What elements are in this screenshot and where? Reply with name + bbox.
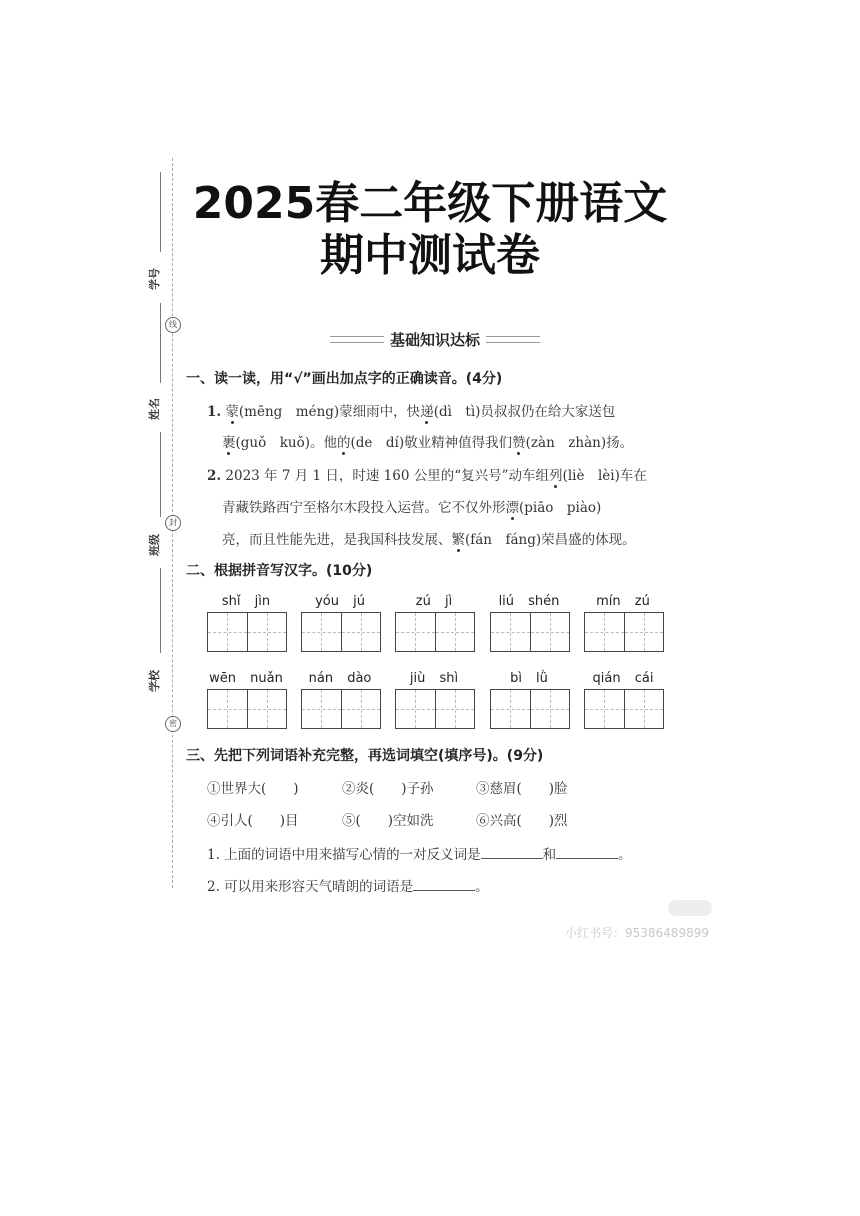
idiom-item: ③慈眉( )脸 [476,781,568,797]
q1-line1 [207,400,615,420]
pinyin-label: liú shén [498,594,560,609]
q2-line1-text-a: 2023 年 7 月 1 日，时速 160 公里的“复兴号”动车组 [225,468,550,484]
class-line [160,432,161,517]
dotted-char: 漂 [505,500,519,516]
dotted-char: 裹 [222,435,236,451]
watermark-logo [668,900,712,916]
idiom-item: ④引人( )目 [207,813,299,829]
q1-line1-text-b: (dì tì)员叔叔仍在给大家送包 [433,404,616,420]
name-label: 姓名 [148,398,161,420]
q2-line2-text-b: (piāo piào) [519,500,602,516]
school-line [160,568,161,653]
writing-grid[interactable] [584,612,664,652]
dotted-char: 列 [549,468,563,484]
q1-line1-text-a: (mēng méng)蒙细雨中，快 [238,404,421,420]
q2-line1 [207,464,647,484]
seal-marker-secret: 密 [165,716,181,732]
writing-grid[interactable] [490,612,570,652]
answer-blank[interactable] [556,858,618,859]
q2-line1-text-b: (liè lèi)车在 [562,468,647,484]
idiom-item: ⑥兴高( )烈 [476,813,568,829]
seal-marker-seal: 封 [165,515,181,531]
pinyin-label: qián cái [592,671,654,686]
writing-grid[interactable] [207,689,287,729]
pinyin-label: yóu jú [315,594,365,609]
section3-q1-end: 。 [618,847,632,863]
answer-blank[interactable] [481,858,543,859]
school-label: 学校 [148,670,161,692]
q2-line2-text-a: 青藏铁路西宁至格尔木段投入运营。它不仅外形 [222,500,506,516]
dotted-char: 赞 [512,435,526,451]
page-title-line2: 期中测试卷 [320,230,540,281]
section2-heading: 二、根据拼音写汉字。(10分) [186,563,373,579]
q2-line3 [222,528,636,548]
q1-line2 [222,431,633,451]
student-number-label: 学号 [148,268,161,290]
q2-line3-text-a: 亮，而且性能先进，是我国科技发展、 [222,532,452,548]
idiom-item: ①世界大( ) [207,781,299,797]
name-line [160,303,161,383]
section3-heading: 三、先把下列词语补充完整，再选词填空(填序号)。(9分) [186,748,544,764]
section1-heading: 一、读一读，用“√”画出加点字的正确读音。(4分) [186,371,503,387]
pinyin-label: wēn nuǎn [209,671,283,686]
dotted-char: 递 [420,404,434,420]
page-title-line1: 2025春二年级下册语文 [192,178,668,229]
section3-q2-end: 。 [475,879,489,895]
pinyin-label: zú jì [415,594,453,609]
q1-line2-text-c: (zàn zhàn)扬。 [525,435,634,451]
answer-blank[interactable] [413,890,475,891]
q1-line2-text-b: (de dí)敬业精神值得我们 [350,435,513,451]
writing-grid[interactable] [584,689,664,729]
banner-decoration-left [330,336,384,343]
writing-grid[interactable] [301,612,381,652]
class-label: 班级 [148,534,161,556]
q1-line2-text-a: (guǒ kuǒ)。他 [235,435,338,451]
pinyin-label: jiù shì [409,671,459,686]
seal-marker-line: 线 [165,317,181,333]
pinyin-label: nán dào [308,671,372,686]
section3-q1-text: 1. 上面的词语中用来描写心情的一对反义词是 [207,847,481,863]
dotted-char: 的 [337,435,351,451]
writing-grid[interactable] [395,612,475,652]
watermark-text: 小红书号：95386489899 [565,926,709,940]
pinyin-label: shǐ jìn [221,594,271,609]
q2-number: 2. [207,468,222,484]
q2-line3-text-b: (fán fáng)荣昌盛的体现。 [465,532,636,548]
dotted-char: 繁 [451,532,465,548]
dotted-char: 蒙 [225,404,239,420]
section3-q1-and: 和 [542,847,557,863]
section-banner [330,328,540,350]
section3-q2-text: 2. 可以用来形容天气晴朗的词语是 [207,879,414,895]
writing-grid[interactable] [395,689,475,729]
idiom-item: ②炎( )子孙 [342,781,434,797]
q1-number: 1. [207,404,222,420]
idiom-item: ⑤( )空如洗 [342,813,434,829]
writing-grid[interactable] [207,612,287,652]
section3-q2 [207,875,489,895]
pinyin-label: mín zú [596,594,650,609]
q2-line2 [222,496,601,516]
pinyin-label: bì lǜ [510,671,548,686]
section3-q1 [207,843,632,863]
banner-title: 基础知识达标 [390,330,481,349]
writing-grid[interactable] [301,689,381,729]
banner-decoration-right [486,336,540,343]
writing-grid[interactable] [490,689,570,729]
